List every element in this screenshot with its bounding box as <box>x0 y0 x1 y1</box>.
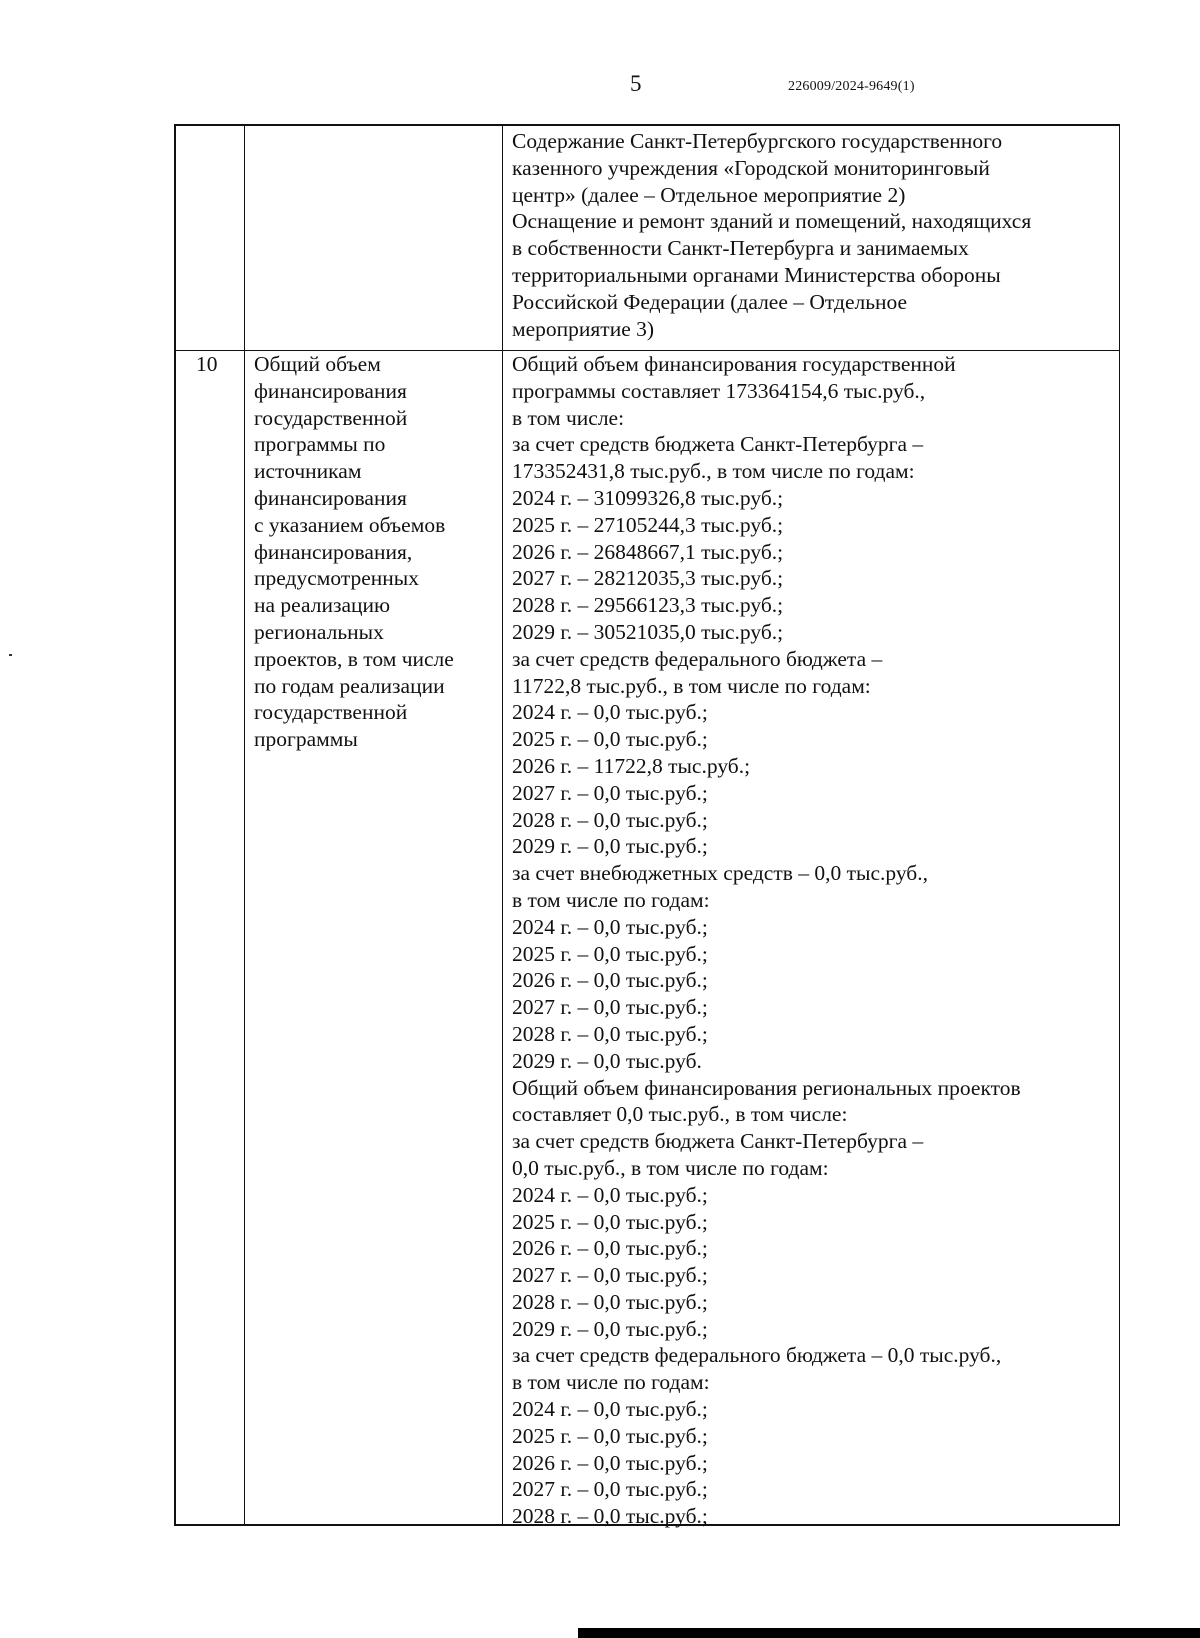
text-line: 2027 г. – 0,0 тыс.руб.; <box>512 1263 708 1288</box>
row2-content-cell <box>512 351 1021 1530</box>
text-line: 2026 г. – 11722,8 тыс.руб.; <box>512 753 751 778</box>
text-line: за счет средств федерального бюджета – <box>512 646 883 671</box>
text-line: 2025 г. – 0,0 тыс.руб.; <box>512 1423 708 1448</box>
page-number: 5 <box>630 71 642 96</box>
text-line: 11722,8 тыс.руб., в том числе по годам: <box>512 673 871 698</box>
row2-number-cell <box>196 351 218 378</box>
row1-content-cell <box>512 128 1031 342</box>
text-line: 2026 г. – 0,0 тыс.руб.; <box>512 1236 708 1261</box>
text-line: государственной <box>254 700 408 725</box>
text-line: Содержание Санкт-Петербургского государственного <box>512 129 1003 153</box>
scan-edge-strip <box>578 1628 1200 1638</box>
text-line: источникам <box>254 459 362 484</box>
text-line: Российской Федерации (далее – Отдельное <box>512 289 908 314</box>
program-table <box>174 124 1120 1529</box>
text-line: 2024 г. – 31099326,8 тыс.руб.; <box>512 485 784 510</box>
text-line: 2025 г. – 0,0 тыс.руб.; <box>512 727 708 752</box>
text-line: казенного учреждения «Городской мониторинговый <box>512 155 990 180</box>
text-line: за счет средств федерального бюджета – 0,0 тыс.руб., <box>512 1343 1002 1368</box>
text-line: в том числе по годам: <box>512 1370 710 1395</box>
text-line: программы <box>254 727 358 752</box>
text-line: территориальными органами Министерства обороны <box>512 262 1001 287</box>
text-line: финансирования <box>254 378 407 403</box>
text-line: за счет внебюджетных средств – 0,0 тыс.руб., <box>512 861 928 886</box>
text-line: 0,0 тыс.руб., в том числе по годам: <box>512 1155 829 1180</box>
text-line: региональных <box>254 619 384 644</box>
text-line: 2029 г. – 0,0 тыс.руб.; <box>512 834 708 859</box>
text-line: в собственности Санкт-Петербурга и занимаемых <box>512 236 969 261</box>
text-line: государственной <box>254 405 408 430</box>
text-line: 2025 г. – 0,0 тыс.руб.; <box>512 941 708 966</box>
scan-speck <box>9 654 12 656</box>
text-line: 2029 г. – 0,0 тыс.руб. <box>512 1048 702 1073</box>
text-line: предусмотренных <box>254 566 419 591</box>
document-code: 226009/2024-9649(1) <box>788 79 915 94</box>
row-number: 10 <box>196 352 218 376</box>
text-line: Общий объем финансирования региональных проектов <box>512 1075 1021 1100</box>
text-line: финансирования, <box>254 539 413 564</box>
text-line: мероприятие 3) <box>512 316 655 341</box>
text-line: 2025 г. – 27105244,3 тыс.руб.; <box>512 512 784 537</box>
text-line: финансирования <box>254 485 407 510</box>
text-line: 2026 г. – 0,0 тыс.руб.; <box>512 1450 708 1475</box>
text-line: проектов, в том числе <box>254 646 454 671</box>
text-line: за счет средств бюджета Санкт-Петербурга – <box>512 432 924 457</box>
text-line: в том числе: <box>512 405 625 430</box>
text-line: 2029 г. – 0,0 тыс.руб.; <box>512 1316 708 1341</box>
text-line: Общий объем <box>254 352 381 376</box>
row2-label-cell <box>254 351 454 753</box>
text-line: 173352431,8 тыс.руб., в том числе по годам: <box>512 459 915 484</box>
text-line: Общий объем финансирования государственной <box>512 352 956 376</box>
text-line: 2025 г. – 0,0 тыс.руб.; <box>512 1209 708 1234</box>
text-line: программы по <box>254 432 386 457</box>
text-line: 2024 г. – 0,0 тыс.руб.; <box>512 700 708 725</box>
text-line: 2028 г. – 0,0 тыс.руб.; <box>512 1289 708 1314</box>
text-line: на реализацию <box>254 593 391 618</box>
text-line: 2027 г. – 0,0 тыс.руб.; <box>512 995 708 1020</box>
text-line: 2028 г. – 0,0 тыс.руб.; <box>512 807 708 832</box>
text-line: 2027 г. – 28212035,3 тыс.руб.; <box>512 566 784 591</box>
text-line: в том числе по годам: <box>512 887 710 912</box>
text-line: 2024 г. – 0,0 тыс.руб.; <box>512 1397 708 1422</box>
text-line: Оснащение и ремонт зданий и помещений, находящихся <box>512 209 1032 234</box>
column-divider-number <box>244 126 245 1524</box>
column-divider-label <box>502 126 503 1524</box>
text-line: 2024 г. – 0,0 тыс.руб.; <box>512 914 708 939</box>
text-line: 2029 г. – 30521035,0 тыс.руб.; <box>512 619 784 644</box>
text-line: 2028 г. – 29566123,3 тыс.руб.; <box>512 593 784 618</box>
text-line: составляет 0,0 тыс.руб., в том числе: <box>512 1102 848 1127</box>
text-line: программы составляет 173364154,6 тыс.руб., <box>512 378 926 403</box>
text-line: 2028 г. – 0,0 тыс.руб.; <box>512 1021 708 1046</box>
text-line: 2026 г. – 26848667,1 тыс.руб.; <box>512 539 784 564</box>
text-line: 2028 г. – 0,0 тыс.руб.; <box>512 1504 708 1529</box>
text-line: центр» (далее – Отдельное мероприятие 2) <box>512 182 906 207</box>
text-line: по годам реализации <box>254 673 445 698</box>
text-line: 2027 г. – 0,0 тыс.руб.; <box>512 780 708 805</box>
text-line: 2027 г. – 0,0 тыс.руб.; <box>512 1477 708 1502</box>
text-line: 2026 г. – 0,0 тыс.руб.; <box>512 968 708 993</box>
text-line: 2024 г. – 0,0 тыс.руб.; <box>512 1182 708 1207</box>
text-line: за счет средств бюджета Санкт-Петербурга – <box>512 1129 924 1154</box>
text-line: с указанием объемов <box>254 512 446 537</box>
